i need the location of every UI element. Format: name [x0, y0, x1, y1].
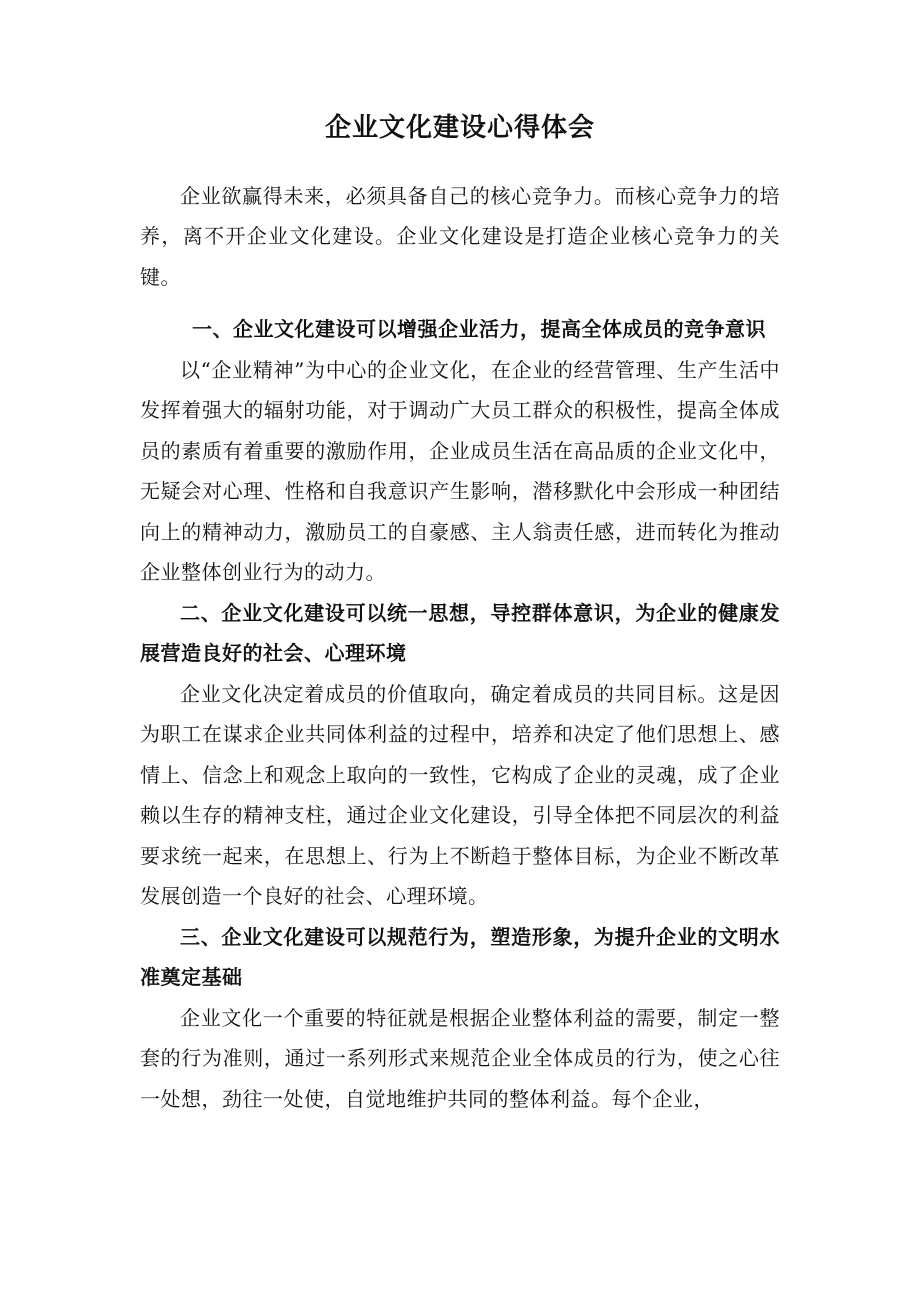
- section-3-heading: 三、企业文化建设可以规范行为，塑造形象，为提升企业的文明水准奠定基础: [140, 924, 780, 990]
- section-2-body: 企业文化决定着成员的价值取向，确定着成员的共同目标。这是因为职工在谋求企业共同体利益的过程中，培养和决定了他们思想上、感情上、信念上和观念上取向的一致性，它构成了企业的灵魂，成了企业赖以生存的精神支柱，通过企业文化建设，引导全体把不同层次的利益要求统一起来，在思想上、行为上不断趋于整体目标，为企业不断改革发展创造一个良好的社会、心理环境。: [140, 681, 780, 909]
- section-2-heading: 二、企业文化建设可以统一思想，导控群体意识，为企业的健康发展营造良好的社会、心理环境: [140, 600, 780, 666]
- section-3-body: 企业文化一个重要的特征就是根据企业整体利益的需要，制定一整套的行为准则，通过一系列形式来规范企业全体成员的行为，使之心往一处想，劲往一处使，自觉地维护共同的整体利益。每个企业，: [140, 1005, 780, 1111]
- section-1-body: 以“企业精神”为中心的企业文化，在企业的经营管理、生产生活中发挥着强大的辐射功能，对于调动广大员工群众的积极性，提高全体成员的素质有着重要的激励作用，企业成员生活在高品质的企业文化中，无疑会对心理、性格和自我意识产生影响，潜移默化中会形成一种团结向上的精神动力，激励员工的自豪感、主人翁责任感，进而转化为推动企业整体创业行为的动力。: [140, 357, 780, 585]
- intro-paragraph: 企业欲赢得未来，必须具备自己的核心竞争力。而核心竞争力的培养，离不开企业文化建设。企业文化建设是打造企业核心竞争力的关键。: [140, 183, 780, 289]
- document-page: [140, 112, 780, 1119]
- section-1-heading: 一、企业文化建设可以增强企业活力，提高全体成员的竞争意识: [192, 317, 766, 342]
- document-title: 企业文化建设心得体会: [324, 113, 595, 143]
